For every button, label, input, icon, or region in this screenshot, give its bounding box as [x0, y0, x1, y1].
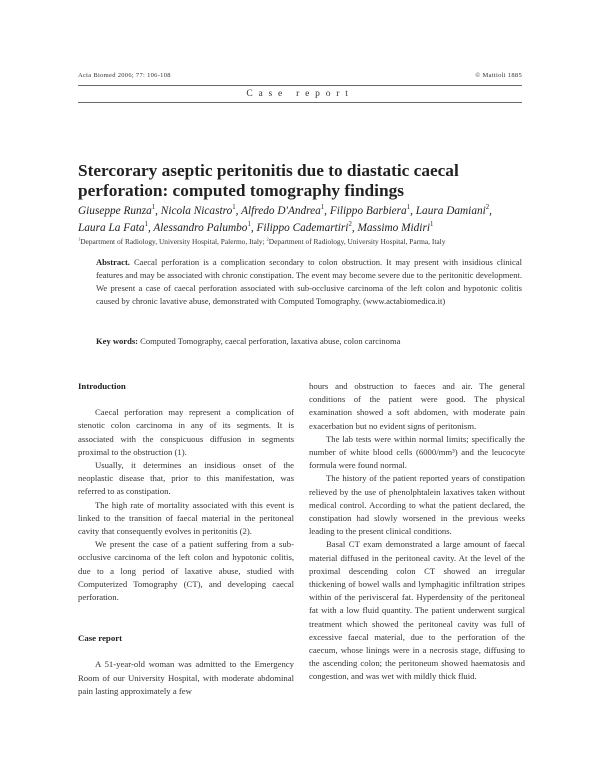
- author-name: Alessandro Palumbo: [153, 222, 248, 234]
- abstract: [96, 256, 522, 308]
- affiliation-number: 1: [78, 236, 81, 242]
- copyright-notice: © Mattioli 1885: [475, 72, 522, 79]
- author-affiliation-mark: 1: [144, 221, 148, 229]
- author-list: Giuseppe Runza$^1$, Nicola Nicastro$^1$, Alfredo D'Andrea$^1$, Filippo Barbiera$^1$, Laura Damiani$^2$, Laura La Fata$^1$, Alessandro Palumbo$^1$, Filippo Cademartiri$^2$, Massimo Midiri$^1$: [78, 204, 492, 234]
- author-name: Laura La Fata: [78, 222, 145, 234]
- header-rule-top: [78, 85, 522, 86]
- body-column-right: [309, 380, 525, 684]
- author-name: Filippo Barbiera: [329, 205, 407, 217]
- affiliations: [78, 237, 528, 247]
- author-affiliation-mark: 1: [320, 204, 325, 212]
- body-paragraph: Usually, it determines an insidious onset of the neoplastic disease that, prior to this manifestation, was referred to as constipation.: [78, 460, 294, 497]
- body-column-left: [78, 380, 294, 698]
- author-name: Massimo Midiri: [357, 222, 430, 234]
- author-name: Laura Damiani: [415, 205, 486, 217]
- keywords: [96, 335, 522, 348]
- author-name: Filippo Cademartiri: [256, 222, 349, 234]
- affiliation-number: 2: [266, 236, 269, 242]
- body-paragraph: We present the case of a patient suffering from a sub-occlusive carcinoma of the left colon and hypotonic colitis, due to a long period of laxative abuse, studied with Computerized Tomography (CT), and developing caecal perforation.: [78, 539, 294, 603]
- author-name: Alfredo D'Andrea: [241, 205, 321, 217]
- body-paragraph: hours and obstruction to faeces and air. The general conditions of the patient were good. The physical examination showed a soft abdomen, with moderate pain exacerbation but no evident signs of peritonism.: [309, 381, 525, 431]
- author-affiliation-mark: 1: [247, 221, 251, 229]
- author-affiliation-mark: 2: [485, 204, 490, 212]
- section-label: Case report: [246, 89, 354, 99]
- author-name: Nicola Nicastro: [160, 205, 233, 217]
- author-affiliation-mark: 2: [348, 221, 352, 229]
- body-paragraph: A 51-year-old woman was admitted to the Emergency Room of our University Hospital, with moderate abdominal pain lasting approximately a few: [78, 659, 294, 696]
- journal-citation: Acta Biomed 2006; 77: 106-108: [78, 72, 171, 79]
- section-heading-case-report: Case report: [78, 633, 123, 644]
- author-affiliation-mark: 1: [232, 204, 236, 212]
- author-name: Giuseppe Runza: [78, 205, 152, 217]
- keywords-label: Key words:: [96, 336, 139, 346]
- article-title: Stercorary aseptic peritonitis due to diastatic caecal perforation: computed tomography findings: [78, 161, 459, 200]
- body-paragraph: The high rate of mortality associated with this event is linked to the transition of faecal material in the peritoneal cavity that consequently evolves in peritonitis (2).: [78, 499, 294, 537]
- running-head: [78, 72, 522, 84]
- abstract-label: Abstract.: [96, 257, 130, 267]
- section-heading-introduction: Introduction: [78, 381, 126, 391]
- affiliation-text: Department of Radiology, University Hospital, Parma, Italy: [268, 237, 446, 246]
- body-paragraph: The lab tests were within normal limits; specifically the number of white blood cells (6000/mm³) and the leucocyte formula were found normal.: [309, 433, 525, 471]
- header-rule-bottom: [78, 102, 522, 103]
- body-paragraph: The history of the patient reported years of constipation relieved by the use of phenolphtalein laxatives taken without medical control. According to what the patient declared, the constipation had slowly worsened in the previous weeks leading to the present clinical conditions.: [309, 473, 525, 537]
- author-affiliation-mark: 1: [151, 204, 156, 212]
- abstract-text: Caecal perforation is a complication secondary to colon obstruction. It may present with insidious clinical features and may be associated with chronic constipation. The event may become severe due to the peritonitic development. We present a case of caecal perforation associated with sub-occlusive carcinoma of the left colon and hypotonic colitis caused by chronic lavative abuse, demonstrated with Computed Tomography. (www.actabiomedica.it): [96, 257, 522, 306]
- keywords-text: Computed Tomography, caecal perforation, laxativa abuse, colon carcinoma: [140, 336, 401, 346]
- author-affiliation-mark: 1: [429, 221, 434, 229]
- body-paragraph: Basal CT exam demonstrated a large amount of faecal material diffused in the peritoneal cavity. At the level of the proximal descending colon CT showed an irregular thickening of bowel walls and lymphagitic infiltration stripes within of the perivisceral fat. Hyperdensity of the peritoneal fat with a low fluid quantity. The patient underwent surgical treatment which showed the peritoneal cavity was full of excessive faecal material, due to the perforation of the caecum, whose linings were in a necrosis stage, diffusing to the ascending colon; the peritoneum showed haematosis and congestion, and was wet with mildly thick fluid.: [309, 539, 525, 682]
- affiliation-text: Department of Radiology, University Hospital, Palermo, Italy;: [80, 237, 265, 246]
- body-paragraph: Caecal perforation may represent a complication of stenotic colon carcinoma in any of its segments. It is associated with the conspicuous diffusion in segments proximal to the obstruction (1).: [78, 407, 294, 457]
- author-affiliation-mark: 1: [406, 204, 411, 212]
